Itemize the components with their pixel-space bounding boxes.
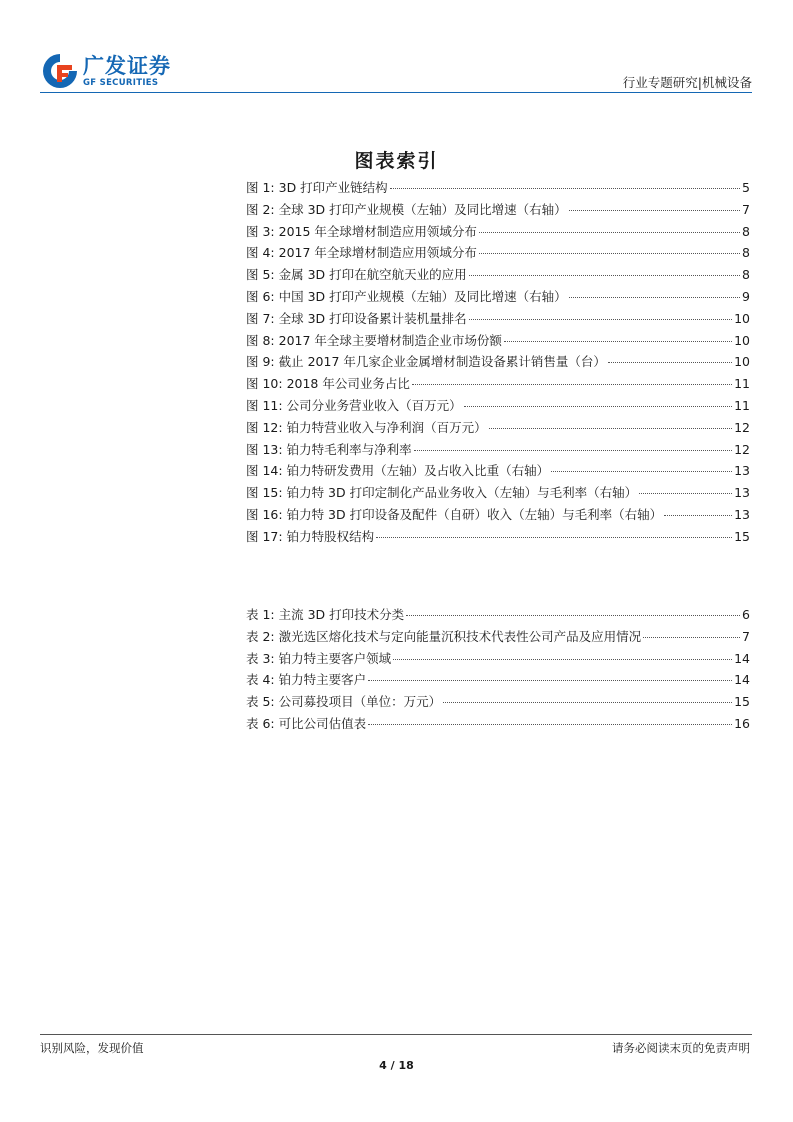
dot-leader xyxy=(368,680,732,681)
toc-entry-page: 8 xyxy=(742,245,750,261)
dot-leader xyxy=(569,297,740,298)
toc-entry-page: 11 xyxy=(734,397,750,413)
toc-entry-page: 15 xyxy=(734,528,750,544)
footer-divider xyxy=(40,1034,752,1035)
dot-leader xyxy=(479,232,740,233)
table-index-entry[interactable] xyxy=(246,714,750,736)
figure-index-entry[interactable] xyxy=(246,527,750,549)
toc-entry-page: 9 xyxy=(742,288,750,304)
report-category: 行业专题研究|机械设备 xyxy=(622,75,752,90)
figure-index-entry[interactable] xyxy=(246,396,750,418)
toc-entry-label: 图 4: 2017 年全球增材制造应用领域分布 xyxy=(246,245,477,261)
toc-entry-page: 8 xyxy=(742,267,750,283)
toc-entry-label: 图 5: 金属 3D 打印在航空航天业的应用 xyxy=(246,267,467,283)
figure-index-entry[interactable] xyxy=(246,352,750,374)
dot-leader xyxy=(414,450,733,451)
figure-index-entry[interactable] xyxy=(246,265,750,287)
dot-leader xyxy=(639,493,732,494)
toc-entry-page: 11 xyxy=(734,376,750,392)
toc-entry-page: 13 xyxy=(734,463,750,479)
toc-entry-page: 5 xyxy=(742,180,750,195)
toc-entry-label: 表 2: 激光选区熔化技术与定向能量沉积技术代表性公司产品及应用情况 xyxy=(246,628,642,644)
footer-disclaimer-note: 请务必阅读末页的免责声明 xyxy=(612,1041,750,1055)
figure-index-entry[interactable] xyxy=(246,222,750,244)
toc-entry-label: 图 17: 铂力特股权结构 xyxy=(246,528,375,544)
dot-leader xyxy=(464,406,733,407)
dot-leader xyxy=(390,188,740,189)
toc-entry-label: 图 15: 铂力特 3D 打印定制化产品业务收入（左轴）与毛利率（右轴） xyxy=(246,485,638,501)
page-header xyxy=(40,52,752,92)
toc-entry-label: 图 14: 铂力特研发费用（左轴）及占收入比重（右轴） xyxy=(246,463,550,479)
dot-leader xyxy=(479,253,740,254)
toc-entry-page: 15 xyxy=(734,694,750,710)
toc-entry-page: 13 xyxy=(734,485,750,501)
figure-index-entry[interactable] xyxy=(246,178,750,200)
toc-entry-page: 14 xyxy=(734,650,750,666)
figure-index-entry[interactable] xyxy=(246,287,750,309)
toc-entry-label: 表 6: 可比公司估值表 xyxy=(246,715,367,731)
footer-slogan: 识别风险，发现价值 xyxy=(40,1041,144,1055)
toc-entry-page: 14 xyxy=(734,672,750,688)
table-index-entry[interactable] xyxy=(246,627,750,649)
figure-index-entry[interactable] xyxy=(246,243,750,265)
toc-entry-label: 图 10: 2018 年公司业务占比 xyxy=(246,376,410,392)
dot-leader xyxy=(376,537,732,538)
dot-leader xyxy=(406,615,740,616)
toc-entry-label: 图 2: 全球 3D 打印产业规模（左轴）及同比增速（右轴） xyxy=(246,201,567,217)
toc-entry-label: 表 3: 铂力特主要客户领域 xyxy=(246,650,392,666)
page-title: 图表索引 xyxy=(354,150,439,172)
toc-entry-page: 10 xyxy=(734,354,750,370)
figure-index-entry[interactable] xyxy=(246,440,750,462)
table-index-list xyxy=(246,605,750,736)
toc-entry-page: 16 xyxy=(734,715,750,731)
dot-leader xyxy=(551,471,732,472)
toc-entry-label: 图 8: 2017 年全球主要增材制造企业市场份额 xyxy=(246,332,502,348)
table-index-entry[interactable] xyxy=(246,649,750,671)
toc-entry-label: 图 13: 铂力特毛利率与净利率 xyxy=(246,441,412,457)
toc-entry-label: 图 3: 2015 年全球增材制造应用领域分布 xyxy=(246,223,477,239)
toc-entry-page: 8 xyxy=(742,223,750,239)
dot-leader xyxy=(504,341,732,342)
dot-leader xyxy=(368,724,732,725)
figure-index-entry[interactable] xyxy=(246,331,750,353)
figure-index-entry[interactable] xyxy=(246,200,750,222)
dot-leader xyxy=(608,362,732,363)
logo-chinese-name: 广发证券 xyxy=(83,53,171,78)
figure-index-entry[interactable] xyxy=(246,483,750,505)
dot-leader xyxy=(569,210,740,211)
toc-entry-label: 图 12: 铂力特营业收入与净利润（百万元） xyxy=(246,419,487,435)
dot-leader xyxy=(412,384,732,385)
gf-logo-icon xyxy=(40,52,80,90)
toc-entry-page: 7 xyxy=(742,628,750,644)
logo-wordmark xyxy=(83,55,171,88)
dot-leader xyxy=(469,275,740,276)
table-index-entry[interactable] xyxy=(246,670,750,692)
toc-entry-label: 图 9: 截止 2017 年几家企业金属增材制造设备累计销售量（台） xyxy=(246,354,606,370)
dot-leader xyxy=(393,659,732,660)
toc-entry-page: 7 xyxy=(742,201,750,217)
toc-entry-page: 12 xyxy=(734,441,750,457)
toc-entry-page: 10 xyxy=(734,310,750,326)
figure-index-list xyxy=(246,178,750,549)
table-index-entry[interactable] xyxy=(246,605,750,627)
toc-entry-label: 图 11: 公司分业务营业收入（百万元） xyxy=(246,397,462,413)
dot-leader xyxy=(643,637,740,638)
figure-index-entry[interactable] xyxy=(246,505,750,527)
figure-index-entry[interactable] xyxy=(246,418,750,440)
figure-index-entry[interactable] xyxy=(246,309,750,331)
toc-entry-label: 图 6: 中国 3D 打印产业规模（左轴）及同比增速（右轴） xyxy=(246,288,567,304)
company-logo xyxy=(40,52,171,90)
header-divider xyxy=(40,92,752,93)
toc-entry-label: 表 4: 铂力特主要客户 xyxy=(246,672,367,688)
toc-entry-label: 表 5: 公司募投项目（单位：万元） xyxy=(246,694,442,710)
logo-english-name: GF SECURITIES xyxy=(83,77,159,88)
toc-entry-label: 表 1: 主流 3D 打印技术分类 xyxy=(246,607,405,622)
toc-entry-page: 6 xyxy=(742,607,750,622)
toc-entry-label: 图 7: 全球 3D 打印设备累计装机量排名 xyxy=(246,310,467,326)
toc-entry-page: 12 xyxy=(734,419,750,435)
toc-entry-label: 图 1: 3D 打印产业链结构 xyxy=(246,180,388,195)
figure-index-entry[interactable] xyxy=(246,461,750,483)
dot-leader xyxy=(443,702,732,703)
toc-entry-page: 13 xyxy=(734,506,750,522)
dot-leader xyxy=(664,515,732,516)
table-index-entry[interactable] xyxy=(246,692,750,714)
page-number: 4 / 18 xyxy=(379,1059,414,1072)
dot-leader xyxy=(489,428,733,429)
toc-entry-page: 10 xyxy=(734,332,750,348)
figure-index-entry[interactable] xyxy=(246,374,750,396)
toc-entry-label: 图 16: 铂力特 3D 打印设备及配件（自研）收入（左轴）与毛利率（右轴） xyxy=(246,506,663,522)
dot-leader xyxy=(469,319,732,320)
